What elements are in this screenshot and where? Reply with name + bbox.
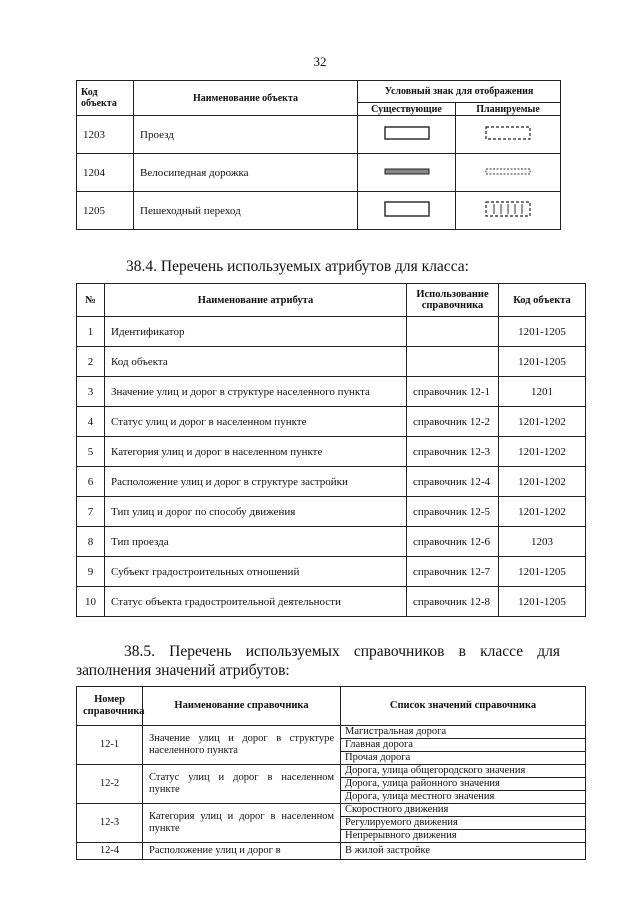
attr-ref: справочник 12-2 xyxy=(407,407,499,437)
attr-name: Тип улиц и дорог по способу движения xyxy=(105,497,407,527)
col-name-header: Наименование объекта xyxy=(134,81,358,116)
dict-number: 12-3 xyxy=(77,804,143,843)
attr-name: Статус улиц и дорог в населенном пункте xyxy=(105,407,407,437)
passage-existing-symbol xyxy=(384,126,430,140)
symbol-existing xyxy=(358,154,456,192)
table-row xyxy=(77,317,586,347)
col-existing-header: Существующие xyxy=(358,103,456,116)
attr-name: Значение улиц и дорог в структуре населенного пункта xyxy=(105,377,407,407)
attr-object-code: 1201-1202 xyxy=(499,467,586,497)
attr-ref: справочник 12-6 xyxy=(407,527,499,557)
crosswalk-existing-symbol xyxy=(384,201,430,217)
attr-object-code: 1201 xyxy=(499,377,586,407)
crosswalk-planned-symbol xyxy=(485,201,531,217)
dict-name: Статус улиц и дорог в населенном пункте xyxy=(143,765,341,804)
dict-value: Дорога, улица местного значения xyxy=(341,791,586,804)
object-code: 1204 xyxy=(77,154,134,192)
attr-ref xyxy=(407,347,499,377)
table-row xyxy=(77,347,586,377)
attr-num: 3 xyxy=(77,377,105,407)
attr-ref: справочник 12-4 xyxy=(407,467,499,497)
attr-name: Субъект градостроительных отношений xyxy=(105,557,407,587)
attributes-table xyxy=(76,283,586,617)
section-heading-38-5: 38.5. Перечень используемых справочников в классе для заполнения значений атрибутов: xyxy=(76,643,560,679)
dict-value: Главная дорога xyxy=(341,739,586,752)
dict-value: Регулируемого движения xyxy=(341,817,586,830)
object-name: Пешеходный переход xyxy=(134,192,358,230)
table-row xyxy=(77,726,586,739)
attr-num: 2 xyxy=(77,347,105,377)
attr-num: 7 xyxy=(77,497,105,527)
attr-num: 10 xyxy=(77,587,105,617)
table-row xyxy=(77,843,586,860)
attr-num: 9 xyxy=(77,557,105,587)
symbol-existing xyxy=(358,192,456,230)
attr-name: Код объекта xyxy=(105,347,407,377)
bike-path-planned-symbol xyxy=(485,168,531,176)
attr-num: 1 xyxy=(77,317,105,347)
col-dict-values-header: Список значений справочника xyxy=(341,687,586,726)
table-row xyxy=(77,116,561,154)
objects-table xyxy=(76,80,561,230)
attr-num: 6 xyxy=(77,467,105,497)
attr-name: Категория улиц и дорог в населенном пункте xyxy=(105,437,407,467)
table-row xyxy=(77,587,586,617)
attr-ref xyxy=(407,317,499,347)
table-row xyxy=(77,497,586,527)
attr-ref: справочник 12-1 xyxy=(407,377,499,407)
table-row xyxy=(77,377,586,407)
attr-ref: справочник 12-5 xyxy=(407,497,499,527)
attr-object-code: 1201-1202 xyxy=(499,497,586,527)
dict-name: Значение улиц и дорог в структуре населенного пункта xyxy=(143,726,341,765)
attr-object-code: 1201-1205 xyxy=(499,347,586,377)
table-row xyxy=(77,154,561,192)
dict-value: Магистральная дорога xyxy=(341,726,586,739)
object-code: 1205 xyxy=(77,192,134,230)
page-number: 32 xyxy=(313,54,327,69)
col-symbol-header: Условный знак для отображения xyxy=(358,81,561,103)
object-name: Проезд xyxy=(134,116,358,154)
dict-value: Непрерывного движения xyxy=(341,830,586,843)
dict-value: Дорога, улица общегородского значения xyxy=(341,765,586,778)
dict-value: Дорога, улица районного значения xyxy=(341,778,586,791)
dictionaries-table xyxy=(76,686,586,860)
col-dict-name-header: Наименование справочника xyxy=(143,687,341,726)
col-dict-num-header: Номер справочника xyxy=(77,687,143,726)
attr-object-code: 1201-1205 xyxy=(499,557,586,587)
attr-object-code: 1201-1202 xyxy=(499,407,586,437)
symbol-planned xyxy=(456,154,561,192)
dict-name: Категория улиц и дорог в населенном пункте xyxy=(143,804,341,843)
object-code: 1203 xyxy=(77,116,134,154)
attr-name: Расположение улиц и дорог в структуре застройки xyxy=(105,467,407,497)
attr-object-code: 1203 xyxy=(499,527,586,557)
dict-number: 12-1 xyxy=(77,726,143,765)
table-row xyxy=(77,192,561,230)
table-row xyxy=(77,407,586,437)
object-name: Велосипедная дорожка xyxy=(134,154,358,192)
dict-value: В жилой застройке xyxy=(341,843,586,860)
col-object-code-header: Код объекта xyxy=(499,284,586,317)
table-row xyxy=(77,467,586,497)
attr-object-code: 1201-1205 xyxy=(499,317,586,347)
attr-num: 5 xyxy=(77,437,105,467)
attr-name: Идентификатор xyxy=(105,317,407,347)
dict-value: Прочая дорога xyxy=(341,752,586,765)
table-row xyxy=(77,437,586,467)
attr-object-code: 1201-1205 xyxy=(499,587,586,617)
symbol-planned xyxy=(456,192,561,230)
col-ref-header: Использование справочника xyxy=(407,284,499,317)
col-planned-header: Планируемые xyxy=(456,103,561,116)
dict-value: Скоростного движения xyxy=(341,804,586,817)
col-attr-name-header: Наименование атрибута xyxy=(105,284,407,317)
attr-object-code: 1201-1202 xyxy=(499,437,586,467)
col-code-header: Код объекта xyxy=(77,81,134,116)
symbol-existing xyxy=(358,116,456,154)
bike-path-existing-symbol xyxy=(384,168,430,176)
attr-ref: справочник 12-7 xyxy=(407,557,499,587)
attr-ref: справочник 12-3 xyxy=(407,437,499,467)
attr-name: Статус объекта градостроительной деятельности xyxy=(105,587,407,617)
attributes-table-body xyxy=(77,317,586,617)
section-heading-38-4: 38.4. Перечень используемых атрибутов для класса: xyxy=(126,258,469,275)
table-row xyxy=(77,527,586,557)
dict-number: 12-4 xyxy=(77,843,143,860)
dictionaries-table-body xyxy=(77,726,586,860)
col-num-header: № xyxy=(77,284,105,317)
table-row xyxy=(77,804,586,817)
attr-num: 8 xyxy=(77,527,105,557)
attr-num: 4 xyxy=(77,407,105,437)
passage-planned-symbol xyxy=(485,126,531,140)
symbol-planned xyxy=(456,116,561,154)
table-row xyxy=(77,557,586,587)
dict-name: Расположение улиц и дорог в xyxy=(143,843,341,860)
dict-number: 12-2 xyxy=(77,765,143,804)
table-row xyxy=(77,765,586,778)
attr-name: Тип проезда xyxy=(105,527,407,557)
attr-ref: справочник 12-8 xyxy=(407,587,499,617)
